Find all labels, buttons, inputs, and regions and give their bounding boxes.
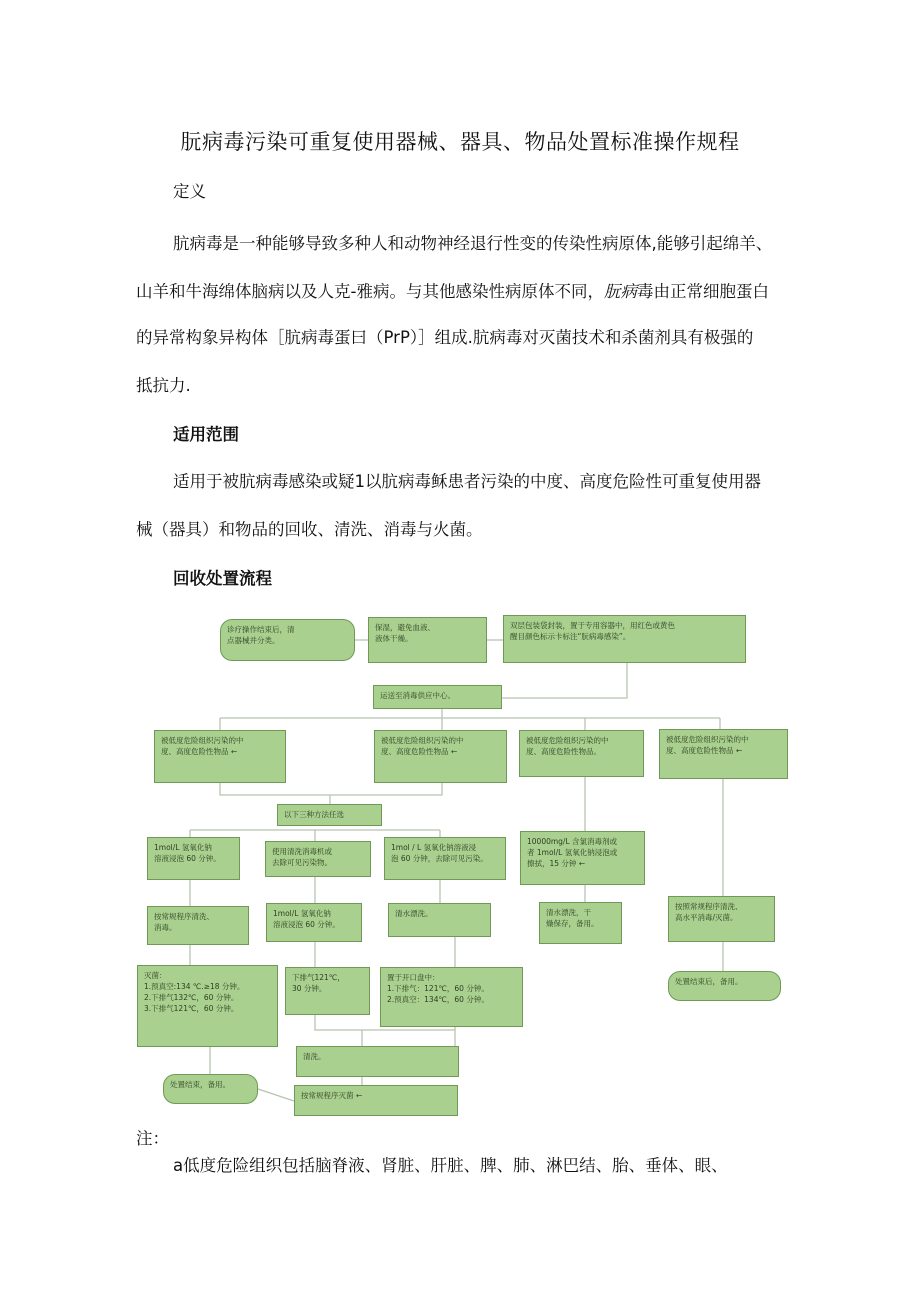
flow-method-washer: 使用清洗消毒机或 去除可见污染物。 [265,841,371,877]
flow-method-naoh-2: 1mol / L 氢氧化钠溶液浸 泡 60 分钟，去除可见污染。 [384,837,506,880]
scope-line-2: 械（器具）和物品的回收、清洗、消毒与火菌。 [136,520,483,539]
flow-category-3: 被低度危险组织污染的中 度、高度危险性物品。 [519,730,644,777]
flow-rinse-dry: 清水漂洗，干 燥保存，备用。 [539,902,622,944]
scope-line-1: 适用于被肮病毒感染或疑1以肮病毒稣患者污染的中度、高度危险性可重复使用器 [173,472,761,491]
flow-category-1: 被低度危险组织污染的中 度、高度危险性物品 ← [154,730,286,783]
page-title: 朊病毒污染可重复使用器械、器具、物品处置标准操作规程 [180,130,740,154]
process-flowchart [130,605,795,1120]
notes-label: 注： [136,1129,169,1148]
flow-gravity-121: 下排气121℃， 30 分钟。 [285,967,370,1015]
flow-choose-method: 以下三种方法任选 [277,804,382,826]
flow-category-2: 被低度危险组织污染的中 度、高度危险性物品 ← [374,730,507,783]
definition-line-3: 的异常构象异构体［肮病毒蛋曰（PrP）］组成.肮病毒对灭菌技术和杀菌剂具有极强的 [136,328,754,347]
flow-open-tray: 置于开口盘中： 1.下排气：121℃，60 分钟。 2.预真空：134℃，60 分钟。 [380,967,523,1027]
flow-category-4: 被低度危险组织污染的中 度、高度危险性物品 ← [659,729,788,779]
flow-step-transport: 运送至消毒供应中心。 [373,685,502,709]
notes-line-1: a低度危险组织包括脑脊液、肾脏、肝脏、脾、肺、淋巴结、胎、垂体、眼、 [173,1156,728,1175]
flow-done-standby-right: 处置结束后，备用。 [668,971,781,1001]
process-heading: 回收处置流程 [173,569,272,588]
definition-line-2: 山羊和牛海绵体脑病以及人克-雅病。与其他感染性病原体不同，朊病毒由正常细胞蛋白 [136,282,769,301]
flow-chlorine-soak: 10000mg/L 含氯消毒剂或 者 1mol/L 氢氧化钠浸泡或 擦拭，15 分钟 ← [520,831,645,885]
flow-high-level-disinfect: 按照常规程序清洗、 高水平消毒/灭菌。 [668,896,775,942]
flow-step-double-pack: 双层包装袋封装，置于专用容器中，用红色或黄色 醒目颜色标示卡标注“朊病毒感染”。 [503,615,746,663]
flow-step-finish-operation: 诊疗操作结束后，清 点器械并分类。 [220,619,355,661]
scope-heading: 适用范围 [173,425,239,444]
flow-routine-sterilize: 按常规程序灭菌 ← [294,1085,458,1116]
flow-method-naoh-1: 1mol/L 氢氧化钠 溶液浸泡 60 分钟。 [147,837,240,880]
flow-done-standby-left: 处置结束，备用。 [163,1074,258,1104]
flow-clean: 清洗。 [296,1046,459,1077]
definition-line-4: 抵抗力. [136,376,191,395]
definition-heading: 定义 [173,182,206,201]
flow-step-keep-moist: 保湿，避免血液、 液体干燥。 [368,617,487,663]
flow-routine-clean: 按常规程序清洗、 消毒。 [147,906,249,945]
definition-line-1: 肮病毒是一种能够导致多种人和动物神经退行性变的传染性病原体,能够引起绵羊、 [173,234,773,253]
flow-naoh-soak-2: 1mol/L 氢氧化钠 溶液浸泡 60 分钟。 [266,903,362,942]
flow-sterilize-options: 灭菌： 1.预真空:134 ℃.≥18 分钟。 2.下排气132℃，60 分钟。 3.下排气121℃，60 分钟。 [137,965,278,1047]
flow-rinse: 清水漂洗。 [388,903,491,937]
